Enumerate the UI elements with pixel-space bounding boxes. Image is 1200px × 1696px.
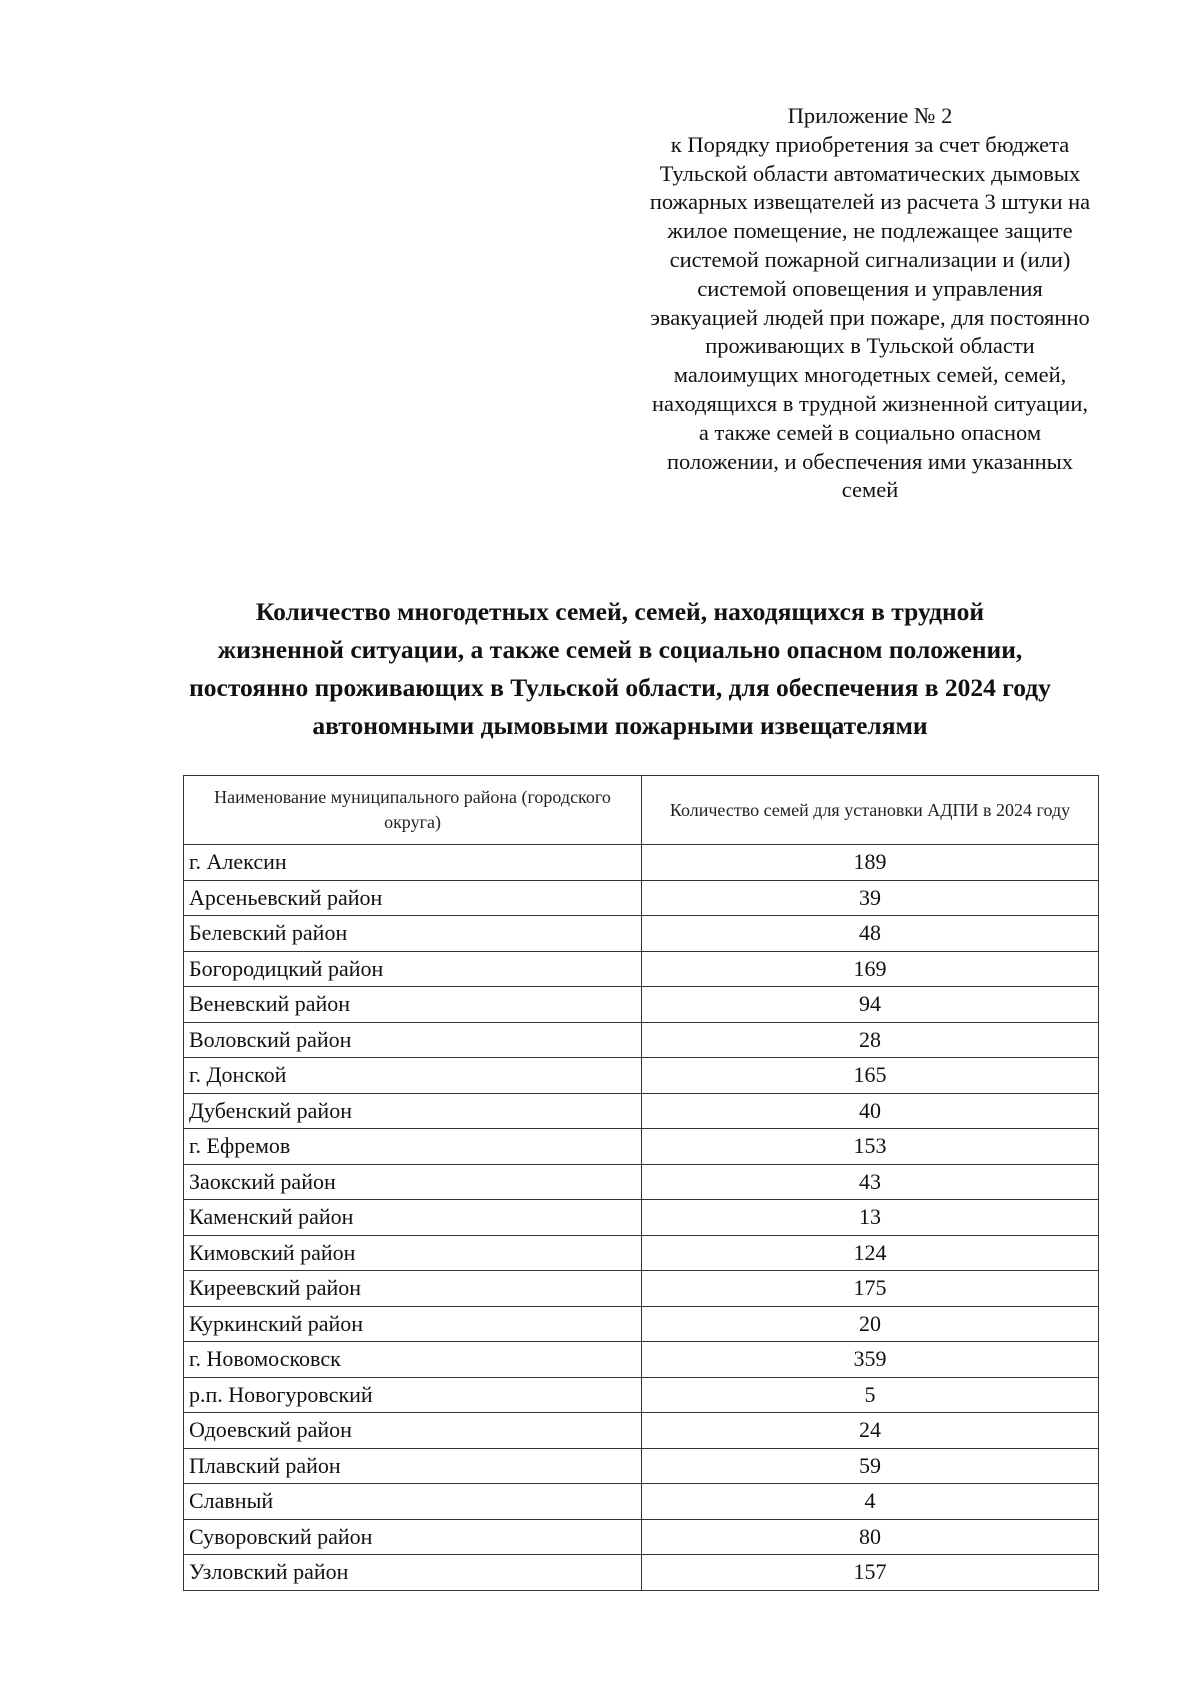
title-line: жизненной ситуации, а также семей в социально опасном положении, [217,635,1023,664]
table-row [184,1164,1099,1200]
table-row [184,1129,1099,1165]
district-name-cell: г. Ефремов [184,1129,642,1165]
family-count-cell: 189 [642,845,1099,881]
district-name-cell: Арсеньевский район [184,880,642,916]
family-count-cell: 165 [642,1058,1099,1094]
appendix-line: проживающих в Тульской области [705,333,1035,359]
table-row [184,1306,1099,1342]
family-count-cell: 59 [642,1448,1099,1484]
appendix-line: а также семей в социально опасном [698,419,1042,445]
appendix-line: малоимущих многодетных семей, семей, [673,362,1067,388]
appendix-line: семей [841,477,899,503]
district-name-cell: Заокский район [184,1164,642,1200]
district-name-cell: Белевский район [184,916,642,952]
district-name-cell: р.п. Новогуровский [184,1377,642,1413]
table-row [184,1413,1099,1449]
table-row [184,1022,1099,1058]
table-row [184,987,1099,1023]
family-count-cell: 13 [642,1200,1099,1236]
families-table [183,775,1099,1591]
family-count-cell: 24 [642,1413,1099,1449]
appendix-line: эвакуацией людей при пожаре, для постоянно [650,304,1090,330]
district-name-cell: Одоевский район [184,1413,642,1449]
district-name-cell: Плавский район [184,1448,642,1484]
district-name-cell: г. Новомосковск [184,1342,642,1378]
table-row [184,1484,1099,1520]
family-count-cell: 4 [642,1484,1099,1520]
family-count-cell: 39 [642,880,1099,916]
district-name-cell: г. Алексин [184,845,642,881]
table-header-row [184,776,1099,845]
document-title [140,593,1100,745]
header-district: Наименование муниципального района (городского округа) [184,776,642,845]
table-row [184,951,1099,987]
family-count-cell: 48 [642,916,1099,952]
table-body [184,845,1099,1591]
appendix-line: Тульской области автоматических дымовых [659,160,1081,186]
family-count-cell: 5 [642,1377,1099,1413]
table-row [184,1093,1099,1129]
family-count-cell: 28 [642,1022,1099,1058]
table-row [184,916,1099,952]
district-name-cell: Узловский район [184,1555,642,1591]
district-name-cell: Каменский район [184,1200,642,1236]
district-name-cell: г. Донской [184,1058,642,1094]
table-row [184,880,1099,916]
table-row [184,1342,1099,1378]
appendix-line: системой пожарной сигнализации и (или) [669,246,1071,272]
family-count-cell: 175 [642,1271,1099,1307]
family-count-cell: 124 [642,1235,1099,1271]
district-name-cell: Кимовский район [184,1235,642,1271]
family-count-cell: 43 [642,1164,1099,1200]
appendix-line: системой оповещения и управления [697,275,1043,301]
family-count-cell: 40 [642,1093,1099,1129]
table-row [184,1058,1099,1094]
title-line: Количество многодетных семей, семей, находящихся в трудной [255,597,985,626]
family-count-cell: 80 [642,1519,1099,1555]
appendix-line: к Порядку приобретения за счет бюджета [670,131,1070,157]
district-name-cell: Куркинский район [184,1306,642,1342]
district-name-cell: Веневский район [184,987,642,1023]
appendix-line: жилое помещение, не подлежащее защите [667,218,1073,244]
table-row [184,1519,1099,1555]
table-row [184,1555,1099,1591]
table-row [184,1448,1099,1484]
families-table-container [183,775,1098,1591]
appendix-block [620,102,1120,505]
appendix-line: пожарных извещателей из расчета 3 штуки на [649,189,1091,215]
title-line: постоянно проживающих в Тульской области, для обеспечения в 2024 году [189,673,1051,702]
district-name-cell: Богородицкий район [184,951,642,987]
district-name-cell: Воловский район [184,1022,642,1058]
appendix-line: положении, и обеспечения ими указанных [666,448,1074,474]
table-row [184,1377,1099,1413]
table-row [184,1235,1099,1271]
family-count-cell: 20 [642,1306,1099,1342]
family-count-cell: 153 [642,1129,1099,1165]
family-count-cell: 94 [642,987,1099,1023]
district-name-cell: Суворовский район [184,1519,642,1555]
appendix-line: находящихся в трудной жизненной ситуации, [651,390,1089,416]
table-row [184,845,1099,881]
family-count-cell: 169 [642,951,1099,987]
family-count-cell: 157 [642,1555,1099,1591]
district-name-cell: Киреевский район [184,1271,642,1307]
title-line: автономными дымовыми пожарными извещателями [312,711,928,740]
district-name-cell: Славный [184,1484,642,1520]
table-row [184,1271,1099,1307]
district-name-cell: Дубенский район [184,1093,642,1129]
appendix-line: Приложение № 2 [787,103,953,128]
table-row [184,1200,1099,1236]
family-count-cell: 359 [642,1342,1099,1378]
header-count: Количество семей для установки АДПИ в 2024 году [642,776,1099,845]
